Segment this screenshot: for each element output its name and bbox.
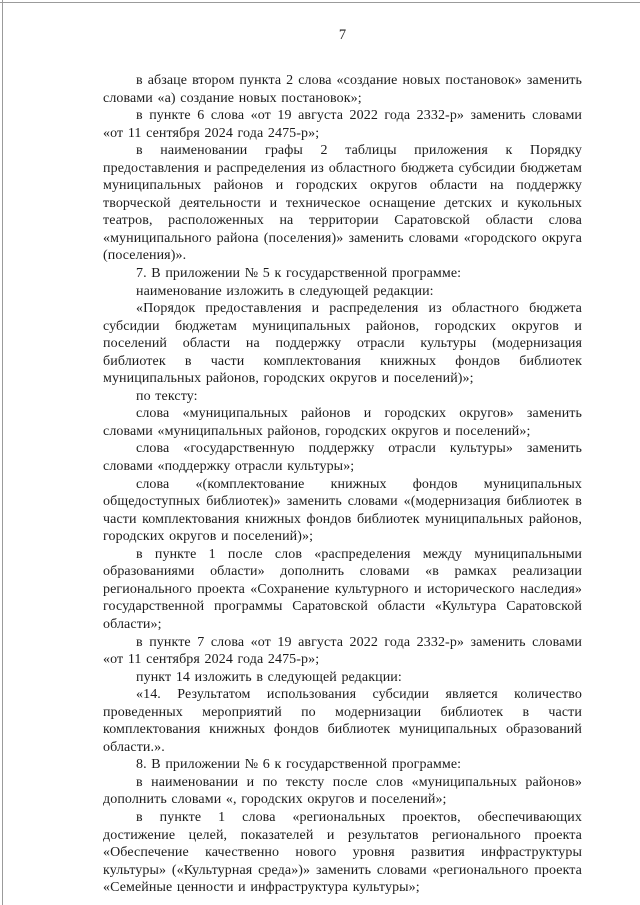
paragraph: слова «государственную поддержку отрасли культуры» заменить словами «поддержку отрасли культуры»; <box>103 441 582 475</box>
paragraph: в пункте 7 слова «от 19 августа 2022 года 2332-р» заменить словами «от 11 сентября 2024 года 2475-р»; <box>103 634 582 668</box>
paragraph: 7. В приложении № 5 к государственной программе: <box>136 266 462 282</box>
paragraph: в абзаце втором пункта 2 слова «создание новых постановок» заменить словами «а) создание новых постановок»; <box>103 73 582 106</box>
paragraph: в пункте 1 слова «региональных проектов, обеспечивающих достижение целей, показателей и результатов регионального проекта «Обеспечение качественно нового уровня развития инфраструктуры культуры» («Культурная среда»)» заменить словами «регионального проекта «Семейные ценности и инфраструктура культуры»; <box>103 809 582 896</box>
page-number: 7 <box>338 27 347 43</box>
page-edge-line-left <box>2 0 3 905</box>
paragraph: наименование изложить в следующей редакции: <box>136 283 434 299</box>
paragraph: «14. Результатом использования субсидии является количество проведенных мероприятий по модернизации библиотек в части комплектования книжных фондов библиотек муниципальных образований области.». <box>103 687 582 755</box>
paragraph: в пункте 1 после слов «распределения между муниципальными образованиями области» дополнить словами «в рамках реализации регионального проекта «Сохранение культурного и исторического наследия» государственной программы Саратовской области «Культура Саратовской области»; <box>103 546 582 632</box>
document-body <box>103 72 582 897</box>
paragraph: «Порядок предоставления и распределения из областного бюджета субсидии бюджетам муниципальных районов, городских округов и поселений области на поддержку отрасли культуры (модернизация библиотек в части комплектования книжных фондов библиотек муниципальных районов, городских округов и поселений)»; <box>103 301 582 387</box>
paragraph: 8. В приложении № 6 к государственной программе: <box>136 757 462 773</box>
paragraph: по тексту: <box>136 388 198 404</box>
paragraph: пункт 14 изложить в следующей редакции: <box>136 669 402 685</box>
paragraph: в пункте 6 слова «от 19 августа 2022 года 2332-р» заменить словами «от 11 сентября 2024 года 2475-р»; <box>103 108 582 141</box>
page-edge-line-top <box>0 2 640 3</box>
paragraph: в наименовании графы 2 таблицы приложения к Порядку предоставления и распределения из областного бюджета субсидии бюджетам муниципальных районов и городских округов области на поддержку творческой деятельности и техническое оснащение детских и кукольных театров, расположенных на территории Саратовской области слова «муниципального района (поселения)» заменить словами «городского округа (поселения)». <box>103 143 582 264</box>
paragraph: слова «(комплектование книжных фондов муниципальных общедоступных библиотек)» заменить словами «(модернизация библиотек в части комплектования книжных фондов библиотек муниципальных районов, городских округов и поселений)»; <box>103 476 582 545</box>
paragraph: слова «муниципальных районов и городских округов» заменить словами «муниципальных районов, городских округов и поселений»; <box>103 406 582 439</box>
paragraph: в наименовании и по тексту после слов «муниципальных районов» дополнить словами «, городских округов и поселений»; <box>103 774 582 808</box>
